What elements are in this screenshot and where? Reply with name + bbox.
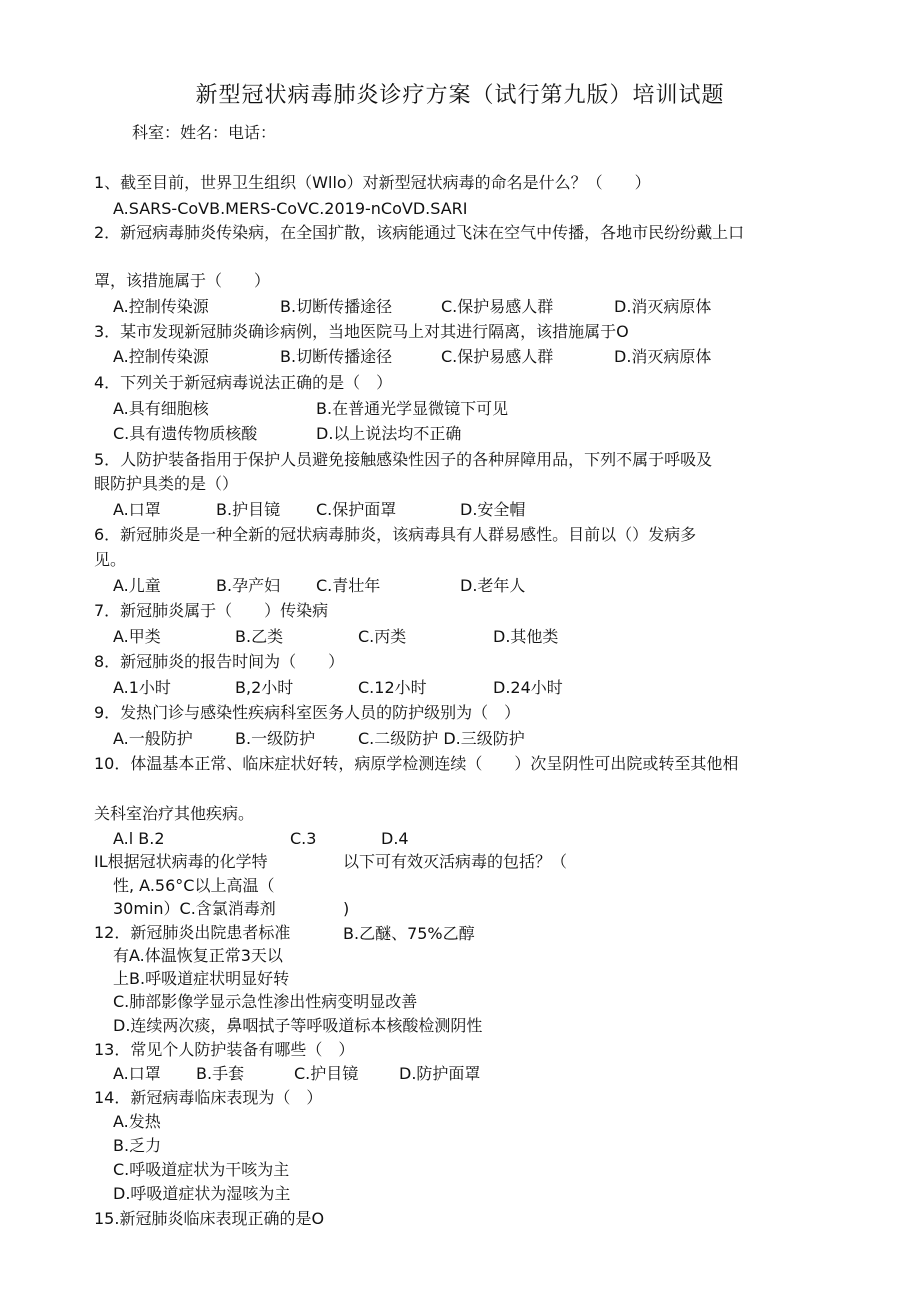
question-6-cont: 见。 <box>94 550 127 569</box>
question-14: 14．新冠病毒临床表现为（ ） <box>94 1088 323 1107</box>
question-8: 8．新冠肺炎的报告时间为（ ） <box>94 652 345 671</box>
q2-option-a: A.控制传染源 <box>113 297 209 316</box>
question-10: 10．体温基本正常、临床症状好转，病原学检测连续（ ）次呈阴性可出院或转至其他相 <box>94 754 739 773</box>
page-title: 新型冠状病毒肺炎诊疗方案（试行第九版）培训试题 <box>195 83 725 108</box>
q2-option-c: C.保护易感人群 <box>441 297 554 316</box>
question-6: 6．新冠肺炎是一种全新的冠状病毒肺炎，该病毒具有人群易感性。目前以（）发病多 <box>94 525 697 544</box>
q2-option-d: D.消灭病原体 <box>614 297 712 316</box>
q9-option-b: B.一级防护 <box>235 729 316 748</box>
question-1: 1、截至目前，世界卫生组织（Wllo）对新型冠状病毒的命名是什么？（ ） <box>94 173 651 192</box>
question-15: 15.新冠肺炎临床表现正确的是O <box>94 1209 325 1228</box>
question-7: 7．新冠肺炎属于（ ）传染病 <box>94 601 329 620</box>
q6-option-d: D.老年人 <box>460 576 526 595</box>
q14-option-d: D.呼吸道症状为湿咳为主 <box>113 1184 291 1203</box>
header-fields: 科室：姓名：电话： <box>132 123 277 142</box>
question-11: IL根据冠状病毒的化学特 <box>94 852 268 871</box>
q3-option-b: B.切断传播途径 <box>280 347 393 366</box>
q7-option-d: D.其他类 <box>493 627 559 646</box>
question-9: 9．发热门诊与感染性疾病科室医务人员的防护级别为（ ） <box>94 703 521 722</box>
question-5: 5．人防护装备指用于保护人员避免接触感染性因子的各种屏障用品，下列不属于呼吸及 <box>94 450 713 469</box>
q13-option-d: D.防护面罩 <box>399 1064 481 1083</box>
q8-option-c: C.12小时 <box>358 678 427 697</box>
q4-option-b: B.在普通光学显微镜下可见 <box>316 399 509 418</box>
q6-option-c: C.青壮年 <box>316 576 381 595</box>
q5-option-b: B.护目镜 <box>216 500 281 519</box>
question-11-line2: 性, A.56°C以上高温（ <box>113 876 275 895</box>
q9-option-a: A.一般防护 <box>113 729 193 748</box>
q13-option-a: A.口罩 <box>113 1064 161 1083</box>
q12-option-c: C.肺部影像学显示急性渗出性病变明显改善 <box>113 992 418 1011</box>
q5-option-d: D.安全帽 <box>460 500 526 519</box>
q6-option-a: A.儿童 <box>113 576 161 595</box>
question-12-line3: 上B.呼吸道症状明显好转 <box>113 969 290 988</box>
question-13: 13．常见个人防护装备有哪些（ ） <box>94 1040 355 1059</box>
question-1-options: A.SARS-CoVB.MERS-CoVC.2019-nCoVD.SARI <box>113 199 468 218</box>
question-11-option-b: B.乙醚、75%乙醇 <box>343 924 475 943</box>
question-3: 3．某市发现新冠肺炎确诊病例，当地医院马上对其进行隔离，该措施属于O <box>94 322 629 341</box>
question-12: 12．新冠肺炎出院患者标准 <box>94 923 291 942</box>
q13-option-c: C.护目镜 <box>294 1064 359 1083</box>
q8-option-b: B,2小时 <box>235 678 294 697</box>
question-5-cont: 眼防护具类的是（） <box>94 474 239 493</box>
q7-option-c: C.丙类 <box>358 627 407 646</box>
q4-option-c: C.具有遗传物质核酸 <box>113 424 258 443</box>
question-10-cont: 关科室治疗其他疾病。 <box>94 804 255 823</box>
q4-option-a: A.具有细胞核 <box>113 399 209 418</box>
q5-option-a: A.口罩 <box>113 500 161 519</box>
question-11-line3: 30min）C.含氯消毒剂 <box>113 899 276 918</box>
q14-option-a: A.发热 <box>113 1112 161 1131</box>
q10-option-c: C.3 <box>290 829 317 848</box>
q5-option-c: C.保护面罩 <box>316 500 397 519</box>
q3-option-d: D.消灭病原体 <box>614 347 712 366</box>
q7-option-b: B.乙类 <box>235 627 284 646</box>
q7-option-a: A.甲类 <box>113 627 161 646</box>
q9-option-cd: C.二级防护 D.三级防护 <box>358 729 525 748</box>
question-12-line2: 有A.体温恢复正常3天以 <box>113 946 283 965</box>
question-4: 4．下列关于新冠病毒说法正确的是（ ） <box>94 373 393 392</box>
q13-option-b: B.手套 <box>196 1064 245 1083</box>
q8-option-a: A.1小时 <box>113 678 171 697</box>
q6-option-b: B.孕产妇 <box>216 576 281 595</box>
question-11-right: 以下可有效灭活病毒的包括？（ <box>343 852 568 871</box>
q8-option-d: D.24小时 <box>493 678 563 697</box>
question-11-close: ) <box>343 899 350 918</box>
q3-option-c: C.保护易感人群 <box>441 347 554 366</box>
q10-option-d: D.4 <box>381 829 409 848</box>
q14-option-b: B.乏力 <box>113 1136 162 1155</box>
question-2: 2．新冠病毒肺炎传染病，在全国扩散，该病能通过飞沫在空气中传播，各地市民纷纷戴上口 <box>94 223 745 242</box>
q10-option-ab: A.l B.2 <box>113 829 165 848</box>
q14-option-c: C.呼吸道症状为干咳为主 <box>113 1160 290 1179</box>
q4-option-d: D.以上说法均不正确 <box>316 424 462 443</box>
q3-option-a: A.控制传染源 <box>113 347 209 366</box>
q12-option-d: D.连续两次痰，鼻咽拭子等呼吸道标本核酸检测阴性 <box>113 1016 483 1035</box>
question-2-cont: 罩，该措施属于（ ） <box>94 271 271 290</box>
q2-option-b: B.切断传播途径 <box>280 297 393 316</box>
